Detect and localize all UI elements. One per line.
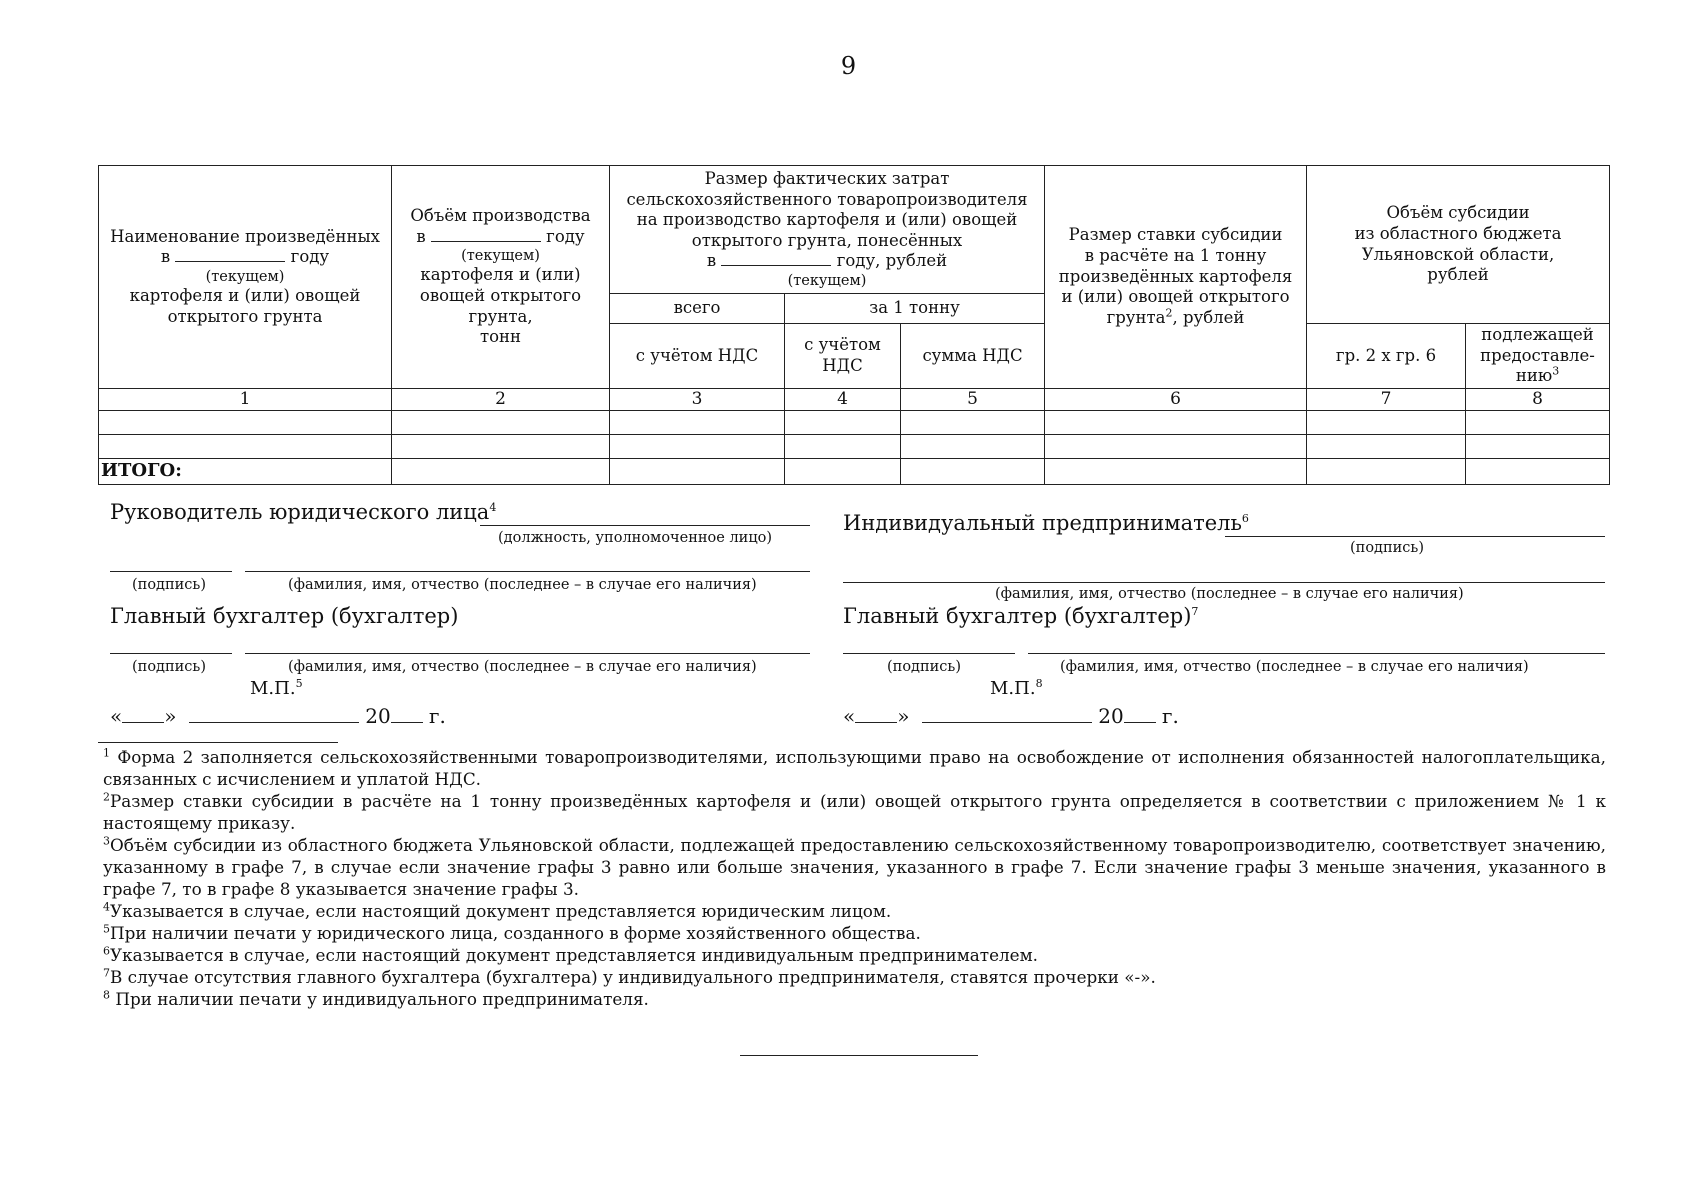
- footnote-8: $^8$ При наличии печати у индивидуального предпринимателя.: [103, 988, 649, 1009]
- footnote-separator: [98, 742, 338, 743]
- position-caption: (должность, уполномоченное лицо): [498, 530, 773, 546]
- header-total: всего: [610, 294, 785, 324]
- end-separator: [740, 1055, 978, 1056]
- ip-signature-caption: (подпись): [1350, 540, 1424, 556]
- head-name-caption: (фамилия, имя, отчество (последнее – в случае его наличия): [288, 577, 757, 593]
- ip-chief-accountant-label: Главный бухгалтер (бухгалтер)$^7$: [843, 604, 1199, 628]
- header-col8: подлежащей предоставле- нию$^3$: [1466, 324, 1610, 389]
- footnote-6: $^6$Указывается в случае, если настоящий документ представляется индивидуальным предпринимателем.: [103, 944, 1038, 965]
- ip-name-caption: (фамилия, имя, отчество (последнее – в случае его наличия): [995, 586, 1464, 602]
- footnote-5: $^5$При наличии печати у юридического лица, созданного в форме хозяйственного общества.: [103, 922, 921, 943]
- ip-accountant-signature-caption: (подпись): [887, 659, 961, 675]
- head-name-line[interactable]: [245, 571, 810, 572]
- header-col6: Размер ставки субсидии в расчёте на 1 тонну произведённых картофеля и (или) овощей открытого грунта$^2$, рублей: [1045, 166, 1307, 389]
- head-signature-line[interactable]: [110, 571, 232, 572]
- accountant-signature-line[interactable]: [110, 653, 232, 654]
- footnote-2: $^2$Размер ставки субсидии в расчёте на 1 тонну произведённых картофеля и (или) овощей открытого грунта определяется в соответствии с приложением № 1 к настоящему приказу.: [103, 790, 1606, 833]
- page-number: 9: [840, 52, 857, 80]
- ip-accountant-name-line[interactable]: [1028, 653, 1605, 654]
- head-of-legal-entity-label: Руководитель юридического лица$^4$: [110, 500, 497, 524]
- individual-entrepreneur-label: Индивидуальный предприниматель$^6$: [843, 511, 1249, 535]
- ip-date-field[interactable]: « » 20 г.: [843, 704, 1179, 728]
- header-col1: Наименование произведённых в году (текущем) картофеля и (или) овощей открытого грунта: [99, 166, 392, 389]
- date-field[interactable]: « » 20 г.: [110, 704, 446, 728]
- head-signature-caption: (подпись): [132, 577, 206, 593]
- ip-signature-line[interactable]: [1225, 536, 1605, 537]
- ip-accountant-name-caption: (фамилия, имя, отчество (последнее – в случае его наличия): [1060, 659, 1529, 675]
- header-col3: с учётом НДС: [610, 324, 785, 389]
- footnote-7: $^7$В случае отсутствия главного бухгалтера (бухгалтера) у индивидуального предпринимателя, ставятся прочерки «-».: [103, 966, 1156, 987]
- ip-accountant-signature-line[interactable]: [843, 653, 1015, 654]
- table-row[interactable]: [99, 435, 1610, 459]
- ip-stamp-place: М.П.$^8$: [990, 677, 1043, 699]
- accountant-name-line[interactable]: [245, 653, 810, 654]
- footnote-4: $^4$Указывается в случае, если настоящий документ представляется юридическим лицом.: [103, 900, 892, 921]
- footnote-1: $^1$ Форма 2 заполняется сельскохозяйственными товаропроизводителями, использующими право на освобождение от исполнения обязанностей налогоплательщика, связанных с исчислением и уплатой НДС.: [103, 746, 1606, 789]
- footnote-3: $^3$Объём субсидии из областного бюджета Ульяновской области, подлежащей предоставлению сельскохозяйственному товаропроизводителю, соответствует значению, указанному в графе 7, в случае если значение графы 3 равно или больше значения, указанного в графе 7. Если значение графы 3 меньше значения, указанного в графе 7, то в графе 8 указывается значение графы 3.: [103, 834, 1606, 899]
- header-col2: Объём производства в году (текущем) картофеля и (или) овощей открытого грунта, тонн: [392, 166, 610, 389]
- header-costs: Размер фактических затрат сельскохозяйственного товаропроизводителя на производство картофеля и (или) овощей открытого грунта, понесённых в году, рублей (текущем): [610, 166, 1045, 294]
- column-numbers-row: 1 2 3 4 5 6 7 8: [99, 389, 1610, 411]
- position-line[interactable]: [480, 525, 810, 526]
- header-per-ton: за 1 тонну: [785, 294, 1045, 324]
- footnotes: [103, 746, 1606, 1010]
- header-col4: с учётом НДС: [785, 324, 901, 389]
- header-col7: гр. 2 х гр. 6: [1307, 324, 1466, 389]
- table-row[interactable]: [99, 411, 1610, 435]
- stamp-place: М.П.$^5$: [250, 677, 303, 699]
- header-col5: сумма НДС: [901, 324, 1045, 389]
- header-subsidy: Объём субсидии из областного бюджета Ульяновской области, рублей: [1307, 166, 1610, 324]
- total-row[interactable]: ИТОГО:: [99, 459, 1610, 485]
- subsidy-table: [98, 165, 1610, 485]
- chief-accountant-label: Главный бухгалтер (бухгалтер): [110, 604, 459, 628]
- accountant-signature-caption: (подпись): [132, 659, 206, 675]
- ip-name-line[interactable]: [843, 582, 1605, 583]
- accountant-name-caption: (фамилия, имя, отчество (последнее – в случае его наличия): [288, 659, 757, 675]
